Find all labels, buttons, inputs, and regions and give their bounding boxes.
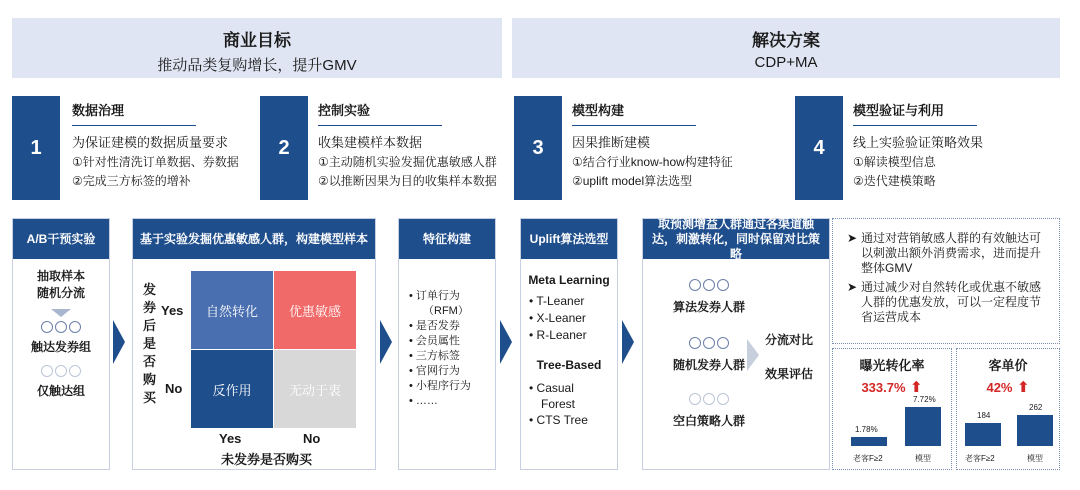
matrix-cell-indifferent: 无动于衷 xyxy=(274,350,356,428)
solution-banner xyxy=(512,18,1060,78)
step-1-line-2: ②完成三方标签的增补 xyxy=(72,174,191,188)
ab-test-header: A/B干预实验 xyxy=(13,219,109,259)
ab-split-label: 随机分流 xyxy=(36,286,85,300)
arrow-up-icon: ⬆ xyxy=(1016,379,1030,396)
step-4-title: 模型验证与利用 xyxy=(853,100,977,126)
bar-value-label: 184 xyxy=(977,411,991,420)
uplift-panel xyxy=(520,218,618,470)
step-1 xyxy=(72,100,262,189)
people-group-light-icon xyxy=(13,365,109,380)
matrix-x-no: No xyxy=(303,431,321,446)
step-2-line-1: ①主动随机实验发掘优惠敏感人群 xyxy=(318,155,497,169)
people-group-icon xyxy=(659,279,759,294)
step-2-title: 控制实验 xyxy=(318,100,442,126)
kpi-order-value xyxy=(956,348,1060,470)
result-bullet-1: ➤ 通过对营销敏感人群的有效触达可以刺激出额外消费需求，进而提升整体GMV xyxy=(847,231,1042,275)
solution-subtitle: CDP+MA xyxy=(754,54,818,71)
predict-header: 取预测增益人群通过各渠道触达，刺激转化，同时保留对比策略 xyxy=(643,219,829,259)
arrow-right-icon xyxy=(113,320,125,364)
kpi-order-value-title: 客单价 xyxy=(988,358,1028,373)
matrix-cell-negative: 反作用 xyxy=(191,350,273,428)
arrow-up-icon: ⬆ xyxy=(909,379,923,396)
results-summary xyxy=(832,218,1060,344)
bar-category-label: 模型 xyxy=(1027,454,1043,463)
step-4-line-2: ②迭代建模策略 xyxy=(853,174,936,188)
list-item: • Casual xyxy=(529,381,574,395)
chevron-right-icon xyxy=(747,339,759,371)
list-item: • 订单行为 xyxy=(409,290,460,302)
predict-result-2: 效果评估 xyxy=(765,367,814,381)
arrow-right-icon xyxy=(500,320,512,364)
matrix-header: 基于实验发掘优惠敏感人群，构建模型样本 xyxy=(133,219,375,259)
people-group-icon xyxy=(13,321,109,336)
step-3-line-2: ②uplift model算法选型 xyxy=(572,174,693,188)
matrix-cell-sensitive: 优惠敏感 xyxy=(274,271,356,349)
step-2-number: 2 xyxy=(260,96,308,200)
list-item: Forest xyxy=(541,397,576,411)
bar-value-label: 262 xyxy=(1029,403,1043,412)
step-3-title: 模型构建 xyxy=(572,100,696,126)
list-item: • 三方标签 xyxy=(409,350,460,362)
matrix-y-label: 发 券 后 是 否 购 买 xyxy=(143,282,157,405)
list-item: （RFM） xyxy=(423,305,469,317)
business-goal-title: 商业目标 xyxy=(223,31,291,50)
arrow-right-icon xyxy=(622,320,634,364)
step-3-number: 3 xyxy=(514,96,562,200)
arrow-right-icon xyxy=(380,320,392,364)
step-1-sub: 为保证建模的数据质量要求 xyxy=(72,135,229,150)
step-4 xyxy=(853,100,1063,189)
bar-value-label: 1.78% xyxy=(855,425,878,434)
list-item: • R-Leaner xyxy=(529,328,587,342)
people-group-icon xyxy=(659,337,759,352)
step-2 xyxy=(318,100,508,189)
matrix-cell-natural: 自然转化 xyxy=(191,271,273,349)
step-4-number: 4 xyxy=(795,96,843,200)
matrix-x-label: 未发券是否购买 xyxy=(221,452,313,467)
predict-group-3: 空白策略人群 xyxy=(672,414,745,428)
ab-group-2: 仅触达组 xyxy=(36,384,85,398)
list-item: • 是否发券 xyxy=(409,320,460,332)
step-1-number: 1 xyxy=(12,96,60,200)
ab-group-1: 触达发券组 xyxy=(30,340,91,354)
matrix-yes-row-label: Yes xyxy=(161,303,184,318)
step-1-title: 数据治理 xyxy=(72,100,196,126)
predict-group-1: 算法发券人群 xyxy=(672,300,745,314)
kpi-conversion-title: 曝光转化率 xyxy=(859,358,925,373)
list-item: • 小程序行为 xyxy=(409,380,471,392)
business-goal-banner xyxy=(12,18,502,78)
step-3-line-1: ①结合行业know-how构建特征 xyxy=(572,155,733,169)
step-4-sub: 线上实验验证策略效果 xyxy=(853,135,984,150)
ab-test-panel xyxy=(12,218,110,470)
bar-chart-bar xyxy=(905,407,941,446)
bar-chart-bar xyxy=(851,437,887,446)
uplift-meta-list xyxy=(529,293,617,344)
step-2-sub: 收集建模样本数据 xyxy=(318,135,423,150)
matrix-panel xyxy=(132,218,376,470)
bar-category-label: 老客F≥2 xyxy=(965,454,995,463)
predict-panel xyxy=(642,218,830,470)
uplift-tree-title: Tree-Based xyxy=(536,358,602,372)
bar-chart-bar xyxy=(1017,415,1053,446)
list-item: • 会员属性 xyxy=(409,335,460,347)
solution-title: 解决方案 xyxy=(752,31,820,50)
ab-sample-label: 抽取样本 xyxy=(36,269,85,283)
list-item: • T-Leaner xyxy=(529,294,585,308)
features-list xyxy=(409,289,495,409)
kpi-conversion-value: 333.7% xyxy=(861,380,906,395)
list-item: • …… xyxy=(409,395,438,407)
step-4-line-1: ①解读模型信息 xyxy=(853,155,936,169)
uplift-meta-title: Meta Learning xyxy=(528,273,610,287)
uplift-header: Uplift算法选型 xyxy=(521,219,617,259)
list-item: • 官网行为 xyxy=(409,365,460,377)
bar-value-label: 7.72% xyxy=(913,395,936,404)
chevron-down-icon xyxy=(51,309,71,317)
matrix-x-yes: Yes xyxy=(219,431,242,446)
list-item: • X-Leaner xyxy=(529,311,586,325)
features-header: 特征构建 xyxy=(399,219,495,259)
bar-category-label: 老客F≥2 xyxy=(853,454,883,463)
bar-category-label: 模型 xyxy=(915,454,931,463)
bar-chart-bar xyxy=(965,423,1001,446)
step-3-sub: 因果推断建模 xyxy=(572,135,651,150)
business-goal-subtitle: 推动品类复购增长，提升GMV xyxy=(157,57,357,74)
people-group-light-icon xyxy=(659,393,759,408)
step-1-line-1: ①针对性清洗订单数据、券数据 xyxy=(72,155,239,169)
step-3 xyxy=(572,100,782,189)
predict-result-1: 分流对比 xyxy=(765,333,814,347)
kpi-conversion xyxy=(832,348,952,470)
matrix-no-row-label: No xyxy=(165,381,183,396)
predict-group-2: 随机发券人群 xyxy=(672,358,745,372)
features-panel xyxy=(398,218,496,470)
kpi-order-value-value: 42% xyxy=(986,380,1013,395)
step-2-line-2: ②以推断因果为目的收集样本数据 xyxy=(318,174,497,188)
list-item: • CTS Tree xyxy=(529,413,588,427)
result-bullet-2: ➤ 通过减少对自然转化或优惠不敏感人群的优惠发放，可以一定程度节省运营成本 xyxy=(847,280,1042,324)
uplift-tree-list xyxy=(529,380,617,428)
